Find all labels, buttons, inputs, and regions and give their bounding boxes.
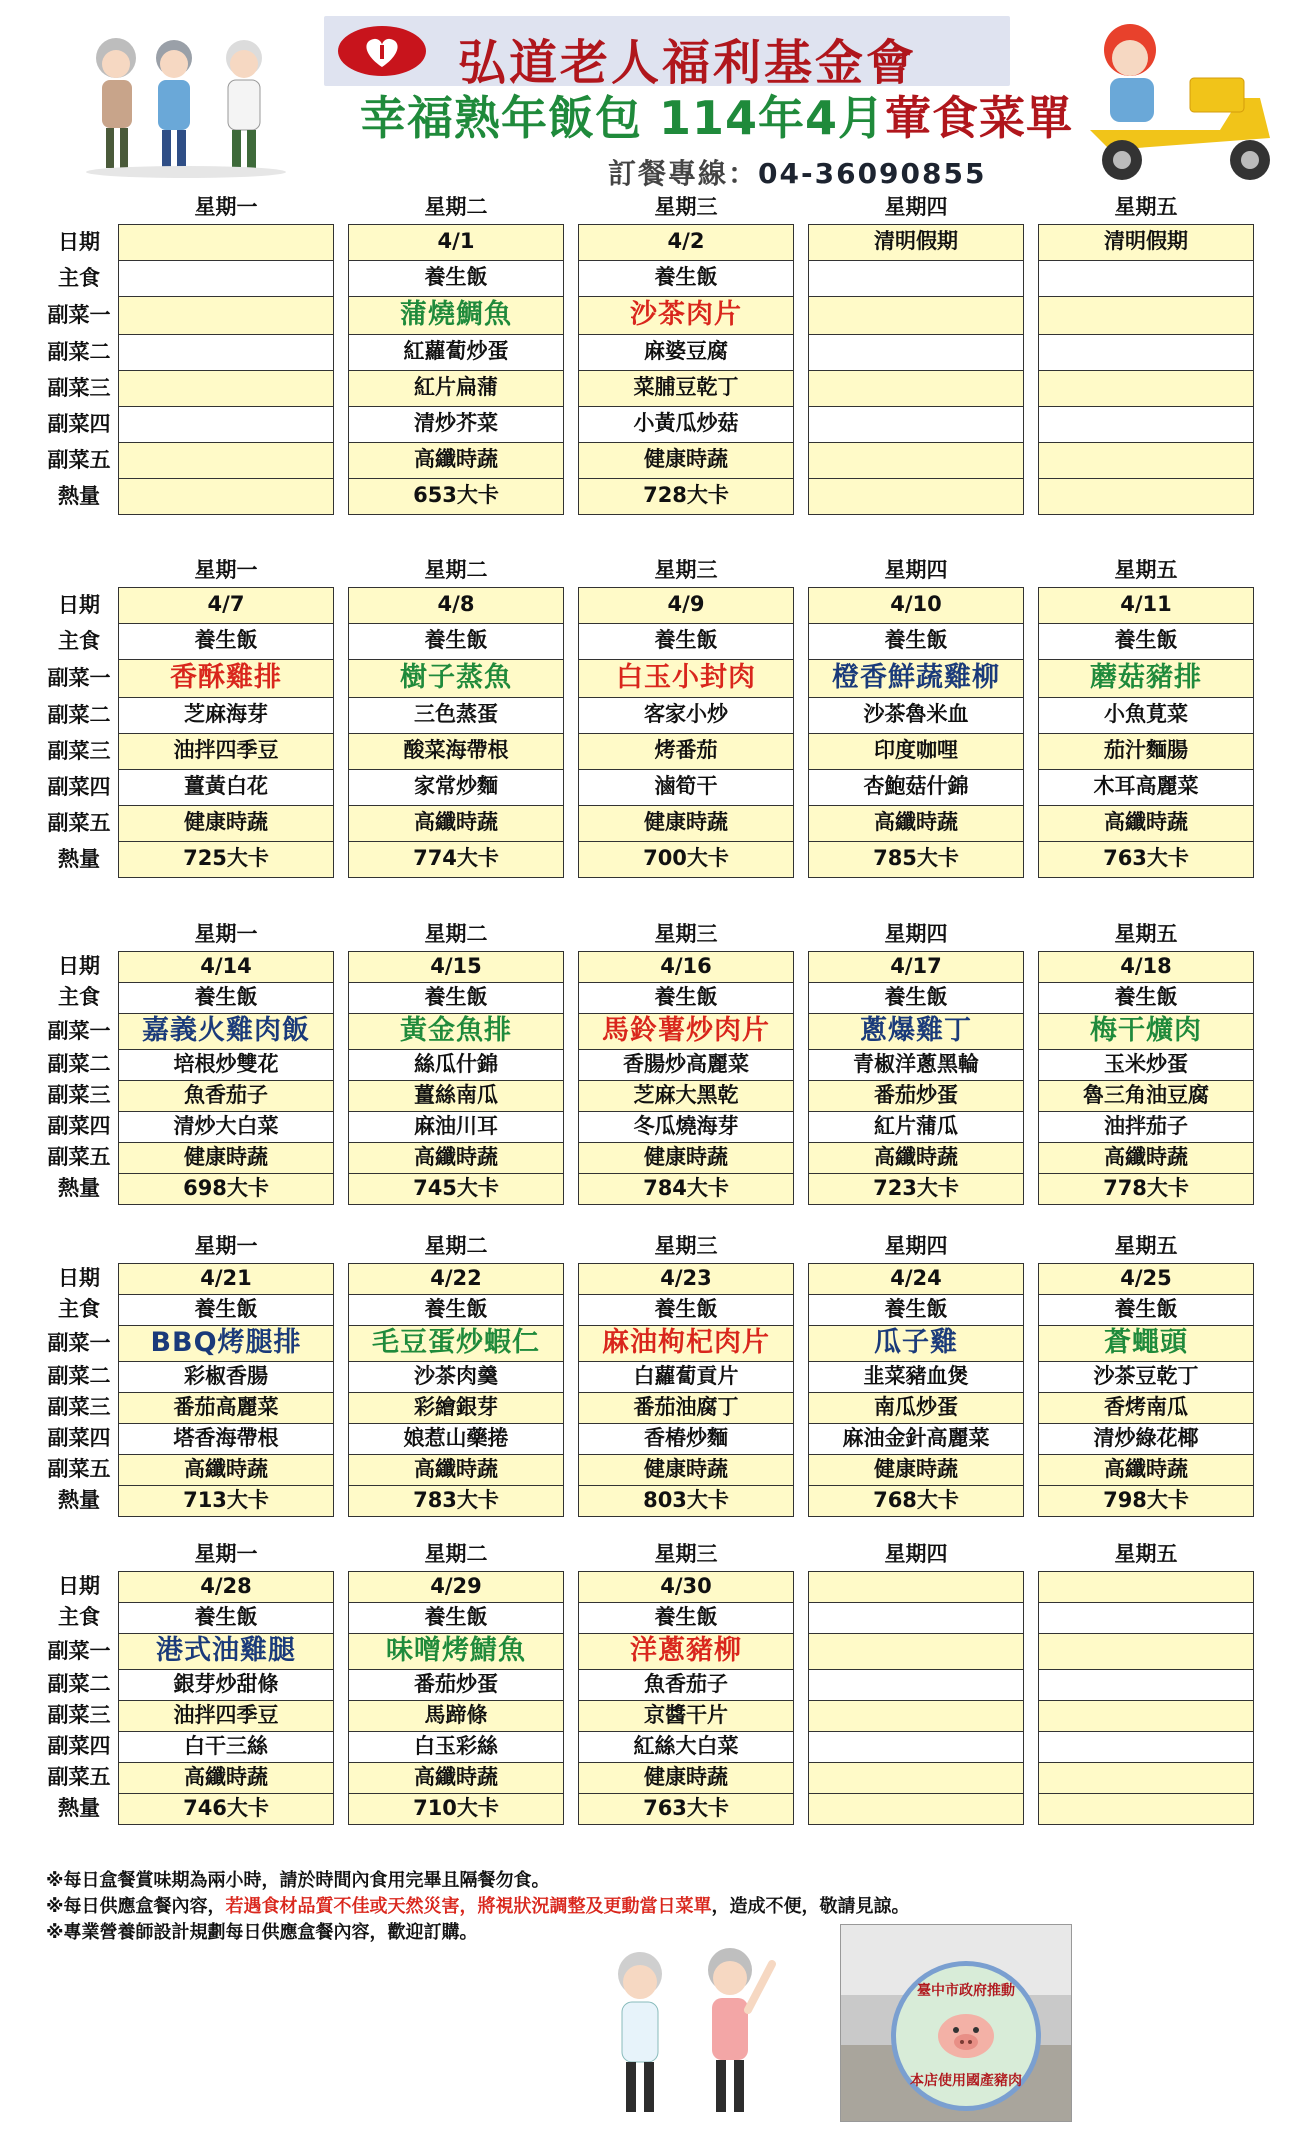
menu-cell-side-2: 麻婆豆腐 [578,334,794,371]
menu-cell-side-4 [1038,1731,1254,1763]
menu-cell-side-2: 客家小炒 [578,697,794,734]
weekday-header: 星期三 [654,922,718,946]
menu-cell-side-3: 番茄炒蛋 [808,1080,1024,1112]
menu-cell-side-1 [118,296,334,335]
menu-cell-side-1 [808,1633,1024,1670]
menu-cell-staple: 養生飯 [348,1602,564,1634]
menu-cell-side-5 [808,1762,1024,1794]
menu-cell-side-4: 麻油金針高麗菜 [808,1423,1024,1455]
row-label-side-4: 副菜四 [47,412,111,436]
menu-cell-date: 4/16 [578,951,794,983]
row-label-side-3: 副菜三 [47,739,111,763]
menu-cell-calories: 700大卡 [578,841,794,878]
menu-title-month: 114年4月 [659,91,886,145]
menu-cell-side-1 [808,296,1024,335]
header [0,0,1300,195]
menu-cell-calories: 723大卡 [808,1173,1024,1205]
menu-cell-side-2 [808,334,1024,371]
menu-cell-side-3 [118,370,334,407]
foundation-logo-icon [334,23,430,79]
menu-cell-date: 4/7 [118,587,334,624]
row-label-side-2: 副菜二 [47,1672,111,1696]
menu-cell-side-2 [1038,334,1254,371]
menu-cell-calories: 698大卡 [118,1173,334,1205]
menu-cell-staple: 養生飯 [578,623,794,660]
menu-cell-staple: 養生飯 [1038,982,1254,1014]
row-label-side-4: 副菜四 [47,775,111,799]
menu-cell-side-2: 玉米炒蛋 [1038,1049,1254,1081]
note-nutritionist: ※專業營養師設計規劃每日供應盒餐內容，歡迎訂購。 [46,1922,478,1943]
row-label-date: 日期 [58,1266,100,1290]
menu-cell-calories: 745大卡 [348,1173,564,1205]
row-label-side-5: 副菜五 [47,811,111,835]
weekday-header: 星期二 [424,558,488,582]
menu-cell-calories [1038,1793,1254,1825]
menu-cell-side-1: 蘑菇豬排 [1038,659,1254,698]
row-label-calories: 熱量 [58,1488,100,1512]
menu-cell-staple: 養生飯 [578,1294,794,1326]
pig-icon [932,2006,1000,2062]
menu-cell-side-1: 嘉義火雞肉飯 [118,1013,334,1050]
menu-cell-side-5: 健康時蔬 [118,1142,334,1174]
menu-cell-staple: 養生飯 [118,1602,334,1634]
menu-cell-side-3 [808,1700,1024,1732]
menu-cell-date: 4/11 [1038,587,1254,624]
menu-cell-date: 4/28 [118,1571,334,1603]
menu-cell-side-3: 京醬干片 [578,1700,794,1732]
menu-cell-side-2 [808,1669,1024,1701]
menu-cell-side-4: 清炒大白菜 [118,1111,334,1143]
row-label-date: 日期 [58,1574,100,1598]
menu-cell-side-4: 薑黃白花 [118,769,334,806]
row-label-staple: 主食 [58,266,100,290]
menu-cell-side-5: 高纖時蔬 [1038,1454,1254,1486]
row-label-side-4: 副菜四 [47,1114,111,1138]
menu-cell-staple: 養生飯 [808,623,1024,660]
menu-cell-side-2: 沙茶魯米血 [808,697,1024,734]
weekday-header: 星期三 [654,195,718,219]
menu-cell-side-2 [1038,1669,1254,1701]
row-label-side-5: 副菜五 [47,1765,111,1789]
weekday-header: 星期一 [194,922,258,946]
menu-cell-date: 4/23 [578,1263,794,1295]
seal-top-text: 臺中市政府推動 [917,1983,1015,1999]
menu-cell-side-3: 紅片扁蒲 [348,370,564,407]
menu-cell-side-1: BBQ烤腿排 [118,1325,334,1362]
menu-cell-side-4: 清炒綠花椰 [1038,1423,1254,1455]
row-label-date: 日期 [58,230,100,254]
menu-cell-side-1: 瓜子雞 [808,1325,1024,1362]
weekday-header: 星期五 [1114,558,1178,582]
menu-cell-staple: 養生飯 [1038,1294,1254,1326]
menu-cell-date: 4/9 [578,587,794,624]
menu-cell-side-3: 馬蹄條 [348,1700,564,1732]
menu-cell-side-5: 高纖時蔬 [118,1454,334,1486]
menu-cell-side-3 [1038,370,1254,407]
row-label-staple: 主食 [58,985,100,1009]
menu-cell-side-1: 沙茶肉片 [578,296,794,335]
menu-cell-side-1: 梅干爌肉 [1038,1013,1254,1050]
menu-cell-calories: 763大卡 [1038,841,1254,878]
row-label-date: 日期 [58,593,100,617]
weekday-header: 星期三 [654,1234,718,1258]
row-label-date: 日期 [58,954,100,978]
elderly-waving-illustration [590,1930,790,2130]
menu-cell-side-5: 健康時蔬 [578,442,794,479]
menu-cell-side-1: 橙香鮮蔬雞柳 [808,659,1024,698]
menu-cell-staple: 養生飯 [118,982,334,1014]
menu-cell-staple: 養生飯 [348,982,564,1014]
menu-cell-side-3: 番茄油腐丁 [578,1392,794,1424]
menu-cell-date: 4/10 [808,587,1024,624]
menu-cell-side-1: 馬鈴薯炒肉片 [578,1013,794,1050]
menu-cell-side-4: 家常炒麵 [348,769,564,806]
menu-cell-calories [1038,478,1254,515]
menu-cell-date: 4/22 [348,1263,564,1295]
row-label-side-1: 副菜一 [47,303,111,327]
menu-cell-staple: 養生飯 [118,623,334,660]
menu-cell-staple: 養生飯 [348,260,564,297]
menu-cell-date: 4/25 [1038,1263,1254,1295]
row-label-side-5: 副菜五 [47,1145,111,1169]
menu-cell-side-3: 芝麻大黑乾 [578,1080,794,1112]
order-hotline [608,152,986,192]
weekday-header: 星期一 [194,195,258,219]
menu-cell-side-5 [1038,1762,1254,1794]
menu-cell-side-1: 洋蔥豬柳 [578,1633,794,1670]
menu-cell-side-5: 健康時蔬 [118,805,334,842]
seal-bottom-text: 本店使用國產豬肉 [910,2073,1022,2089]
menu-cell-calories: 785大卡 [808,841,1024,878]
row-label-side-4: 副菜四 [47,1426,111,1450]
menu-cell-side-5: 高纖時蔬 [348,442,564,479]
menu-cell-side-4: 紅絲大白菜 [578,1731,794,1763]
row-label-side-2: 副菜二 [47,703,111,727]
menu-cell-calories [808,1793,1024,1825]
weekday-header: 星期四 [884,558,948,582]
menu-cell-calories: 710大卡 [348,1793,564,1825]
menu-cell-side-4: 杏鮑菇什錦 [808,769,1024,806]
row-label-side-2: 副菜二 [47,1364,111,1388]
menu-cell-side-2: 彩椒香腸 [118,1361,334,1393]
menu-cell-side-5: 高纖時蔬 [1038,805,1254,842]
menu-cell-side-5 [118,442,334,479]
elderly-couple-illustration [76,30,296,180]
weekday-header: 星期二 [424,922,488,946]
row-label-side-3: 副菜三 [47,1395,111,1419]
menu-cell-side-2: 沙茶肉羹 [348,1361,564,1393]
menu-cell-date: 4/1 [348,224,564,261]
row-label-side-1: 副菜一 [47,1639,111,1663]
menu-cell-side-1: 蔥爆雞丁 [808,1013,1024,1050]
menu-cell-side-1: 蒼蠅頭 [1038,1325,1254,1362]
menu-cell-calories: 803大卡 [578,1485,794,1517]
menu-cell-side-5: 健康時蔬 [578,805,794,842]
menu-cell-side-1 [1038,296,1254,335]
menu-cell-side-2: 韭菜豬血煲 [808,1361,1024,1393]
menu-cell-date: 4/30 [578,1571,794,1603]
menu-cell-calories: 784大卡 [578,1173,794,1205]
menu-cell-date: 4/8 [348,587,564,624]
menu-cell-staple: 養生飯 [578,1602,794,1634]
menu-cell-calories: 778大卡 [1038,1173,1254,1205]
menu-cell-side-1: 樹子蒸魚 [348,659,564,698]
hotline-label: 訂餐專線： [608,157,759,190]
menu-cell-side-3: 油拌四季豆 [118,733,334,770]
menu-cell-staple: 養生飯 [808,982,1024,1014]
menu-cell-side-4: 白干三絲 [118,1731,334,1763]
menu-cell-side-3: 油拌四季豆 [118,1700,334,1732]
menu-cell-side-4: 香椿炒麵 [578,1423,794,1455]
menu-cell-calories: 746大卡 [118,1793,334,1825]
menu-cell-side-1: 味噌烤鯖魚 [348,1633,564,1670]
menu-cell-staple: 養生飯 [348,623,564,660]
menu-cell-side-3: 南瓜炒蛋 [808,1392,1024,1424]
menu-cell-side-3: 魯三角油豆腐 [1038,1080,1254,1112]
row-label-side-2: 副菜二 [47,340,111,364]
menu-cell-side-1 [1038,1633,1254,1670]
menu-cell-side-5: 高纖時蔬 [348,805,564,842]
weekday-header: 星期一 [194,1234,258,1258]
menu-cell-side-2: 培根炒雙花 [118,1049,334,1081]
menu-cell-side-1: 蒲燒鯛魚 [348,296,564,335]
menu-cell-staple: 養生飯 [118,1294,334,1326]
menu-cell-date [118,224,334,261]
weekday-header: 星期四 [884,195,948,219]
menu-cell-side-2: 絲瓜什錦 [348,1049,564,1081]
row-label-side-1: 副菜一 [47,1019,111,1043]
row-label-calories: 熱量 [58,1176,100,1200]
menu-cell-side-2: 銀芽炒甜條 [118,1669,334,1701]
menu-cell-side-3: 烤番茄 [578,733,794,770]
menu-cell-staple [808,260,1024,297]
menu-cell-side-5: 高纖時蔬 [348,1762,564,1794]
menu-cell-staple: 養生飯 [578,982,794,1014]
menu-cell-side-2: 沙茶豆乾丁 [1038,1361,1254,1393]
weekday-header: 星期二 [424,195,488,219]
row-label-calories: 熱量 [58,847,100,871]
menu-cell-date [1038,1571,1254,1603]
menu-cell-side-1: 香酥雞排 [118,659,334,698]
menu-cell-side-4: 清炒芥菜 [348,406,564,443]
row-label-side-1: 副菜一 [47,1331,111,1355]
menu-cell-side-2: 紅蘿蔔炒蛋 [348,334,564,371]
menu-cell-date: 4/29 [348,1571,564,1603]
menu-cell-side-2: 白蘿蔔貢片 [578,1361,794,1393]
menu-cell-side-1: 毛豆蛋炒蝦仁 [348,1325,564,1362]
menu-cell-staple [1038,1602,1254,1634]
menu-cell-calories: 725大卡 [118,841,334,878]
menu-cell-side-1: 白玉小封肉 [578,659,794,698]
menu-cell-calories: 763大卡 [578,1793,794,1825]
row-label-staple: 主食 [58,1297,100,1321]
note-menu-change: ※每日供應盒餐內容，若遇食材品質不佳或天然災害，將視狀況調整及更動當日菜單，造成不便，敬請見諒。 [46,1896,910,1917]
hotline-number: 04-36090855 [758,157,987,190]
menu-cell-staple: 養生飯 [808,1294,1024,1326]
menu-cell-side-2: 三色蒸蛋 [348,697,564,734]
weekday-header: 星期二 [424,1234,488,1258]
menu-cell-date: 4/18 [1038,951,1254,983]
menu-cell-calories: 798大卡 [1038,1485,1254,1517]
row-label-side-1: 副菜一 [47,666,111,690]
weekday-header: 星期五 [1114,922,1178,946]
menu-cell-calories: 768大卡 [808,1485,1024,1517]
menu-cell-side-1: 麻油枸杞肉片 [578,1325,794,1362]
row-label-side-5: 副菜五 [47,448,111,472]
menu-cell-side-5: 健康時蔬 [578,1762,794,1794]
menu-cell-side-2: 青椒洋蔥黑輪 [808,1049,1024,1081]
menu-cell-side-5: 高纖時蔬 [808,805,1024,842]
menu-cell-calories [808,478,1024,515]
menu-cell-side-5: 健康時蔬 [578,1142,794,1174]
menu-cell-side-5: 高纖時蔬 [348,1142,564,1174]
row-label-side-2: 副菜二 [47,1052,111,1076]
menu-cell-side-4: 紅片蒲瓜 [808,1111,1024,1143]
menu-cell-side-3: 彩繪銀芽 [348,1392,564,1424]
weekday-header: 星期五 [1114,195,1178,219]
menu-cell-side-3: 番茄高麗菜 [118,1392,334,1424]
weekday-header: 星期五 [1114,1234,1178,1258]
menu-cell-date: 清明假期 [808,224,1024,261]
menu-cell-side-3: 菜脯豆乾丁 [578,370,794,407]
menu-cell-side-4: 娘惹山藥捲 [348,1423,564,1455]
menu-cell-side-2 [118,334,334,371]
menu-cell-side-5: 健康時蔬 [578,1454,794,1486]
menu-cell-date: 4/15 [348,951,564,983]
menu-cell-side-2: 芝麻海芽 [118,697,334,734]
org-name: 弘道老人福利基金會 [458,35,918,91]
row-label-staple: 主食 [58,1605,100,1629]
menu-cell-side-5 [808,442,1024,479]
menu-title [360,82,1073,148]
menu-cell-side-5 [1038,442,1254,479]
menu-cell-staple: 養生飯 [578,260,794,297]
menu-cell-side-4: 小黃瓜炒菇 [578,406,794,443]
row-label-staple: 主食 [58,629,100,653]
menu-cell-side-4: 麻油川耳 [348,1111,564,1143]
menu-title-program: 幸福熟年飯包 [360,91,642,145]
weekday-header: 星期三 [654,1542,718,1566]
weekday-header: 星期三 [654,558,718,582]
menu-title-type: 葷食菜單 [885,91,1074,145]
menu-cell-side-4: 冬瓜燒海芽 [578,1111,794,1143]
menu-cell-side-3: 印度咖哩 [808,733,1024,770]
menu-cell-side-5: 高纖時蔬 [348,1454,564,1486]
menu-cell-side-4: 塔香海帶根 [118,1423,334,1455]
weekday-header: 星期二 [424,1542,488,1566]
menu-cell-date: 4/17 [808,951,1024,983]
menu-cell-side-5: 高纖時蔬 [808,1142,1024,1174]
menu-cell-side-2: 魚香茄子 [578,1669,794,1701]
menu-cell-staple: 養生飯 [1038,623,1254,660]
weekday-header: 星期一 [194,558,258,582]
menu-cell-date: 4/24 [808,1263,1024,1295]
menu-cell-side-2: 番茄炒蛋 [348,1669,564,1701]
weekday-header: 星期四 [884,922,948,946]
menu-cell-side-3: 香烤南瓜 [1038,1392,1254,1424]
row-label-side-3: 副菜三 [47,1703,111,1727]
menu-cell-date: 清明假期 [1038,224,1254,261]
menu-cell-side-3: 魚香茄子 [118,1080,334,1112]
menu-cell-side-5: 健康時蔬 [808,1454,1024,1486]
domestic-pork-seal [891,1961,1041,2111]
menu-cell-side-4: 木耳高麗菜 [1038,769,1254,806]
weekday-header: 星期五 [1114,1542,1178,1566]
menu-cell-side-4 [1038,406,1254,443]
row-label-side-3: 副菜三 [47,376,111,400]
menu-cell-staple [1038,260,1254,297]
menu-cell-calories [118,478,334,515]
menu-cell-side-3: 薑絲南瓜 [348,1080,564,1112]
menu-cell-calories: 728大卡 [578,478,794,515]
row-label-calories: 熱量 [58,484,100,508]
row-label-side-3: 副菜三 [47,1083,111,1107]
menu-cell-date: 4/14 [118,951,334,983]
menu-cell-calories: 653大卡 [348,478,564,515]
row-label-side-4: 副菜四 [47,1734,111,1758]
menu-cell-side-3: 酸菜海帶根 [348,733,564,770]
menu-cell-side-1: 港式油雞腿 [118,1633,334,1670]
menu-cell-date: 4/21 [118,1263,334,1295]
menu-cell-side-4: 白玉彩絲 [348,1731,564,1763]
menu-cell-side-4 [808,406,1024,443]
menu-cell-side-4: 滷筍干 [578,769,794,806]
menu-cell-staple [808,1602,1024,1634]
weekday-header: 星期四 [884,1234,948,1258]
menu-cell-date [808,1571,1024,1603]
menu-cell-side-4 [808,1731,1024,1763]
menu-cell-date: 4/2 [578,224,794,261]
row-label-side-5: 副菜五 [47,1457,111,1481]
certification-photo [840,1924,1072,2122]
menu-cell-side-1: 黃金魚排 [348,1013,564,1050]
menu-cell-calories: 783大卡 [348,1485,564,1517]
delivery-scooter-illustration [1070,18,1290,190]
menu-cell-side-5: 高纖時蔬 [118,1762,334,1794]
menu-cell-side-4 [118,406,334,443]
menu-cell-side-2: 小魚莧菜 [1038,697,1254,734]
weekday-header: 星期一 [194,1542,258,1566]
menu-cell-side-3 [1038,1700,1254,1732]
menu-cell-calories: 713大卡 [118,1485,334,1517]
row-label-calories: 熱量 [58,1796,100,1820]
weekday-header: 星期四 [884,1542,948,1566]
menu-cell-side-3: 茄汁麵腸 [1038,733,1254,770]
menu-cell-staple: 養生飯 [348,1294,564,1326]
org-banner [324,16,1010,91]
menu-cell-side-3 [808,370,1024,407]
menu-cell-side-4: 油拌茄子 [1038,1111,1254,1143]
note-shelf-life: ※每日盒餐賞味期為兩小時，請於時間內食用完畢且隔餐勿食。 [46,1870,550,1891]
menu-cell-side-2: 香腸炒高麗菜 [578,1049,794,1081]
menu-cell-calories: 774大卡 [348,841,564,878]
menu-cell-side-5: 高纖時蔬 [1038,1142,1254,1174]
menu-cell-staple [118,260,334,297]
